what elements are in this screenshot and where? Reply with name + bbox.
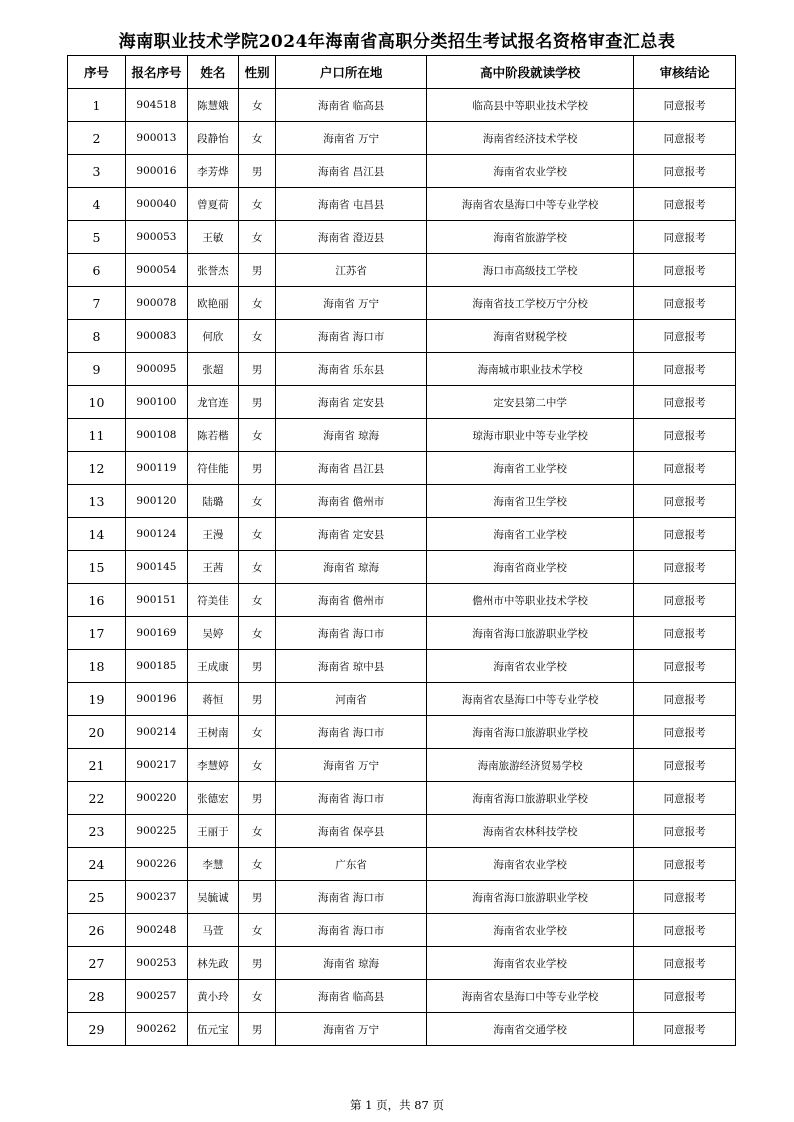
cell-reg-no: 900214 bbox=[125, 716, 187, 749]
cell-name: 陆璐 bbox=[187, 485, 238, 518]
table-row bbox=[68, 980, 736, 1013]
cell-name: 符美佳 bbox=[187, 584, 238, 617]
table-header-row bbox=[68, 56, 736, 89]
cell-gender: 女 bbox=[238, 485, 276, 518]
table-row bbox=[68, 881, 736, 914]
table-row bbox=[68, 650, 736, 683]
cell-residence: 海南省 澄迈县 bbox=[276, 221, 426, 254]
cell-school: 海南省海口旅游职业学校 bbox=[426, 716, 633, 749]
cell-residence: 海南省 万宁 bbox=[276, 749, 426, 782]
cell-gender: 女 bbox=[238, 419, 276, 452]
cell-index: 8 bbox=[68, 320, 126, 353]
cell-result: 同意报考 bbox=[634, 1013, 736, 1046]
cell-name: 符佳能 bbox=[187, 452, 238, 485]
cell-school: 海南省农业学校 bbox=[426, 650, 633, 683]
cell-index: 23 bbox=[68, 815, 126, 848]
cell-gender: 男 bbox=[238, 947, 276, 980]
cell-school: 海南省海口旅游职业学校 bbox=[426, 617, 633, 650]
cell-result: 同意报考 bbox=[634, 947, 736, 980]
cell-result: 同意报考 bbox=[634, 419, 736, 452]
cell-name: 李慧婷 bbox=[187, 749, 238, 782]
cell-name: 陈若楷 bbox=[187, 419, 238, 452]
cell-reg-no: 900083 bbox=[125, 320, 187, 353]
cell-reg-no: 900145 bbox=[125, 551, 187, 584]
cell-school: 海南省技工学校万宁分校 bbox=[426, 287, 633, 320]
cell-residence: 海南省 琼海 bbox=[276, 419, 426, 452]
cell-residence: 海南省 乐东县 bbox=[276, 353, 426, 386]
cell-gender: 男 bbox=[238, 452, 276, 485]
cell-reg-no: 900253 bbox=[125, 947, 187, 980]
cell-reg-no: 900196 bbox=[125, 683, 187, 716]
cell-index: 6 bbox=[68, 254, 126, 287]
cell-reg-no: 900054 bbox=[125, 254, 187, 287]
table-row bbox=[68, 353, 736, 386]
cell-residence: 海南省 昌江县 bbox=[276, 452, 426, 485]
cell-residence: 海南省 儋州市 bbox=[276, 584, 426, 617]
cell-result: 同意报考 bbox=[634, 320, 736, 353]
cell-reg-no: 900016 bbox=[125, 155, 187, 188]
table-row bbox=[68, 419, 736, 452]
cell-index: 29 bbox=[68, 1013, 126, 1046]
cell-result: 同意报考 bbox=[634, 386, 736, 419]
table-row bbox=[68, 518, 736, 551]
cell-name: 陈慧娥 bbox=[187, 89, 238, 122]
cell-index: 22 bbox=[68, 782, 126, 815]
cell-gender: 女 bbox=[238, 122, 276, 155]
cell-result: 同意报考 bbox=[634, 254, 736, 287]
cell-result: 同意报考 bbox=[634, 287, 736, 320]
cell-result: 同意报考 bbox=[634, 122, 736, 155]
cell-gender: 女 bbox=[238, 584, 276, 617]
cell-result: 同意报考 bbox=[634, 881, 736, 914]
cell-name: 王树南 bbox=[187, 716, 238, 749]
cell-gender: 女 bbox=[238, 320, 276, 353]
cell-residence: 河南省 bbox=[276, 683, 426, 716]
cell-reg-no: 900248 bbox=[125, 914, 187, 947]
cell-name: 王漫 bbox=[187, 518, 238, 551]
cell-reg-no: 900120 bbox=[125, 485, 187, 518]
cell-reg-no: 900124 bbox=[125, 518, 187, 551]
cell-gender: 女 bbox=[238, 848, 276, 881]
cell-residence: 海南省 海口市 bbox=[276, 716, 426, 749]
cell-index: 18 bbox=[68, 650, 126, 683]
table-row bbox=[68, 386, 736, 419]
cell-residence: 江苏省 bbox=[276, 254, 426, 287]
cell-result: 同意报考 bbox=[634, 518, 736, 551]
cell-reg-no: 900262 bbox=[125, 1013, 187, 1046]
cell-index: 12 bbox=[68, 452, 126, 485]
cell-gender: 女 bbox=[238, 749, 276, 782]
cell-index: 1 bbox=[68, 89, 126, 122]
cell-gender: 女 bbox=[238, 188, 276, 221]
cell-index: 5 bbox=[68, 221, 126, 254]
table-row bbox=[68, 947, 736, 980]
cell-school: 海南省农业学校 bbox=[426, 155, 633, 188]
cell-name: 李芳烨 bbox=[187, 155, 238, 188]
cell-index: 2 bbox=[68, 122, 126, 155]
table-body bbox=[68, 89, 736, 1046]
cell-school: 儋州市中等职业技术学校 bbox=[426, 584, 633, 617]
cell-index: 10 bbox=[68, 386, 126, 419]
cell-residence: 海南省 万宁 bbox=[276, 287, 426, 320]
header-residence: 户口所在地 bbox=[276, 56, 426, 89]
cell-name: 张超 bbox=[187, 353, 238, 386]
cell-gender: 男 bbox=[238, 254, 276, 287]
cell-school: 海南省财税学校 bbox=[426, 320, 633, 353]
cell-name: 王成康 bbox=[187, 650, 238, 683]
cell-residence: 海南省 昌江县 bbox=[276, 155, 426, 188]
cell-gender: 女 bbox=[238, 221, 276, 254]
table-row bbox=[68, 221, 736, 254]
table-row bbox=[68, 617, 736, 650]
cell-index: 19 bbox=[68, 683, 126, 716]
cell-gender: 男 bbox=[238, 881, 276, 914]
review-summary-table bbox=[67, 55, 736, 1046]
cell-result: 同意报考 bbox=[634, 485, 736, 518]
cell-reg-no: 904518 bbox=[125, 89, 187, 122]
page-title: 海南职业技术学院2024年海南省高职分类招生考试报名资格审查汇总表 bbox=[118, 32, 676, 52]
cell-index: 3 bbox=[68, 155, 126, 188]
cell-name: 蒋恒 bbox=[187, 683, 238, 716]
cell-school: 定安县第二中学 bbox=[426, 386, 633, 419]
cell-residence: 海南省 临高县 bbox=[276, 89, 426, 122]
cell-name: 张德宏 bbox=[187, 782, 238, 815]
cell-gender: 女 bbox=[238, 518, 276, 551]
cell-index: 11 bbox=[68, 419, 126, 452]
cell-school: 海南省工业学校 bbox=[426, 518, 633, 551]
table-row bbox=[68, 155, 736, 188]
cell-reg-no: 900053 bbox=[125, 221, 187, 254]
cell-school: 琼海市职业中等专业学校 bbox=[426, 419, 633, 452]
cell-name: 欧艳丽 bbox=[187, 287, 238, 320]
cell-gender: 女 bbox=[238, 716, 276, 749]
cell-school: 海南省农垦海口中等专业学校 bbox=[426, 980, 633, 1013]
cell-gender: 女 bbox=[238, 617, 276, 650]
cell-residence: 广东省 bbox=[276, 848, 426, 881]
cell-name: 龙官连 bbox=[187, 386, 238, 419]
cell-reg-no: 900095 bbox=[125, 353, 187, 386]
cell-residence: 海南省 海口市 bbox=[276, 320, 426, 353]
cell-gender: 女 bbox=[238, 89, 276, 122]
page-footer: 第 1 页，共 87 页 bbox=[349, 1098, 445, 1112]
table-row bbox=[68, 89, 736, 122]
cell-gender: 男 bbox=[238, 386, 276, 419]
cell-result: 同意报考 bbox=[634, 353, 736, 386]
cell-name: 伍元宝 bbox=[187, 1013, 238, 1046]
cell-residence: 海南省 琼中县 bbox=[276, 650, 426, 683]
cell-residence: 海南省 海口市 bbox=[276, 881, 426, 914]
cell-residence: 海南省 万宁 bbox=[276, 1013, 426, 1046]
cell-gender: 女 bbox=[238, 815, 276, 848]
cell-index: 4 bbox=[68, 188, 126, 221]
cell-residence: 海南省 保亭县 bbox=[276, 815, 426, 848]
cell-result: 同意报考 bbox=[634, 551, 736, 584]
table-row bbox=[68, 1013, 736, 1046]
cell-name: 林先政 bbox=[187, 947, 238, 980]
cell-index: 15 bbox=[68, 551, 126, 584]
cell-name: 黄小玲 bbox=[187, 980, 238, 1013]
cell-result: 同意报考 bbox=[634, 650, 736, 683]
cell-reg-no: 900013 bbox=[125, 122, 187, 155]
cell-reg-no: 900108 bbox=[125, 419, 187, 452]
table-row bbox=[68, 287, 736, 320]
cell-school: 海南省农业学校 bbox=[426, 848, 633, 881]
cell-index: 17 bbox=[68, 617, 126, 650]
cell-index: 9 bbox=[68, 353, 126, 386]
cell-reg-no: 900226 bbox=[125, 848, 187, 881]
cell-name: 王丽于 bbox=[187, 815, 238, 848]
cell-reg-no: 900220 bbox=[125, 782, 187, 815]
table-row bbox=[68, 584, 736, 617]
cell-school: 临高县中等职业技术学校 bbox=[426, 89, 633, 122]
cell-school: 海南城市职业技术学校 bbox=[426, 353, 633, 386]
cell-school: 海南省农垦海口中等专业学校 bbox=[426, 188, 633, 221]
cell-name: 张誉杰 bbox=[187, 254, 238, 287]
cell-gender: 男 bbox=[238, 650, 276, 683]
cell-index: 28 bbox=[68, 980, 126, 1013]
cell-school: 海南省旅游学校 bbox=[426, 221, 633, 254]
cell-school: 海南省海口旅游职业学校 bbox=[426, 881, 633, 914]
cell-gender: 男 bbox=[238, 353, 276, 386]
cell-name: 曾夏荷 bbox=[187, 188, 238, 221]
cell-name: 王敏 bbox=[187, 221, 238, 254]
table-row bbox=[68, 683, 736, 716]
cell-school: 海口市高级技工学校 bbox=[426, 254, 633, 287]
cell-result: 同意报考 bbox=[634, 683, 736, 716]
cell-gender: 女 bbox=[238, 914, 276, 947]
cell-name: 马萱 bbox=[187, 914, 238, 947]
header-index: 序号 bbox=[68, 56, 126, 89]
cell-index: 25 bbox=[68, 881, 126, 914]
header-reg-no: 报名序号 bbox=[125, 56, 187, 89]
cell-result: 同意报考 bbox=[634, 584, 736, 617]
cell-reg-no: 900237 bbox=[125, 881, 187, 914]
cell-reg-no: 900217 bbox=[125, 749, 187, 782]
table-row bbox=[68, 320, 736, 353]
cell-reg-no: 900040 bbox=[125, 188, 187, 221]
cell-name: 吴毓诚 bbox=[187, 881, 238, 914]
cell-index: 26 bbox=[68, 914, 126, 947]
cell-gender: 男 bbox=[238, 683, 276, 716]
cell-reg-no: 900169 bbox=[125, 617, 187, 650]
cell-residence: 海南省 海口市 bbox=[276, 914, 426, 947]
cell-index: 14 bbox=[68, 518, 126, 551]
cell-name: 李慧 bbox=[187, 848, 238, 881]
table-row bbox=[68, 749, 736, 782]
cell-index: 21 bbox=[68, 749, 126, 782]
cell-reg-no: 900185 bbox=[125, 650, 187, 683]
table-row bbox=[68, 188, 736, 221]
cell-reg-no: 900119 bbox=[125, 452, 187, 485]
header-school: 高中阶段就读学校 bbox=[426, 56, 633, 89]
cell-gender: 男 bbox=[238, 155, 276, 188]
table-row bbox=[68, 782, 736, 815]
cell-result: 同意报考 bbox=[634, 848, 736, 881]
cell-school: 海南省农业学校 bbox=[426, 914, 633, 947]
cell-reg-no: 900078 bbox=[125, 287, 187, 320]
cell-school: 海南省商业学校 bbox=[426, 551, 633, 584]
header-name: 姓名 bbox=[187, 56, 238, 89]
header-gender: 性别 bbox=[238, 56, 276, 89]
cell-name: 王茜 bbox=[187, 551, 238, 584]
cell-residence: 海南省 定安县 bbox=[276, 518, 426, 551]
cell-residence: 海南省 儋州市 bbox=[276, 485, 426, 518]
table-row bbox=[68, 551, 736, 584]
cell-name: 何欣 bbox=[187, 320, 238, 353]
cell-residence: 海南省 琼海 bbox=[276, 551, 426, 584]
cell-result: 同意报考 bbox=[634, 221, 736, 254]
cell-residence: 海南省 万宁 bbox=[276, 122, 426, 155]
cell-result: 同意报考 bbox=[634, 716, 736, 749]
cell-result: 同意报考 bbox=[634, 980, 736, 1013]
cell-reg-no: 900100 bbox=[125, 386, 187, 419]
cell-residence: 海南省 海口市 bbox=[276, 782, 426, 815]
table-row bbox=[68, 716, 736, 749]
cell-school: 海南省农垦海口中等专业学校 bbox=[426, 683, 633, 716]
cell-index: 7 bbox=[68, 287, 126, 320]
cell-residence: 海南省 屯昌县 bbox=[276, 188, 426, 221]
cell-result: 同意报考 bbox=[634, 89, 736, 122]
cell-name: 吴婷 bbox=[187, 617, 238, 650]
cell-index: 27 bbox=[68, 947, 126, 980]
header-result: 审核结论 bbox=[634, 56, 736, 89]
cell-school: 海南省农业学校 bbox=[426, 947, 633, 980]
cell-residence: 海南省 海口市 bbox=[276, 617, 426, 650]
cell-reg-no: 900151 bbox=[125, 584, 187, 617]
cell-school: 海南省卫生学校 bbox=[426, 485, 633, 518]
cell-reg-no: 900257 bbox=[125, 980, 187, 1013]
table-row bbox=[68, 452, 736, 485]
cell-index: 16 bbox=[68, 584, 126, 617]
cell-gender: 男 bbox=[238, 1013, 276, 1046]
table-row bbox=[68, 122, 736, 155]
cell-gender: 女 bbox=[238, 551, 276, 584]
table-row bbox=[68, 848, 736, 881]
cell-residence: 海南省 临高县 bbox=[276, 980, 426, 1013]
cell-name: 段静怡 bbox=[187, 122, 238, 155]
cell-result: 同意报考 bbox=[634, 815, 736, 848]
cell-residence: 海南省 定安县 bbox=[276, 386, 426, 419]
cell-school: 海南省工业学校 bbox=[426, 452, 633, 485]
cell-index: 20 bbox=[68, 716, 126, 749]
table-row bbox=[68, 914, 736, 947]
cell-result: 同意报考 bbox=[634, 914, 736, 947]
cell-gender: 女 bbox=[238, 980, 276, 1013]
cell-school: 海南省农林科技学校 bbox=[426, 815, 633, 848]
cell-result: 同意报考 bbox=[634, 782, 736, 815]
cell-school: 海南旅游经济贸易学校 bbox=[426, 749, 633, 782]
table-row bbox=[68, 815, 736, 848]
cell-result: 同意报考 bbox=[634, 617, 736, 650]
cell-result: 同意报考 bbox=[634, 452, 736, 485]
cell-gender: 女 bbox=[238, 287, 276, 320]
cell-residence: 海南省 琼海 bbox=[276, 947, 426, 980]
table-row bbox=[68, 254, 736, 287]
table-row bbox=[68, 485, 736, 518]
cell-school: 海南省海口旅游职业学校 bbox=[426, 782, 633, 815]
cell-index: 24 bbox=[68, 848, 126, 881]
cell-result: 同意报考 bbox=[634, 188, 736, 221]
cell-school: 海南省经济技术学校 bbox=[426, 122, 633, 155]
cell-result: 同意报考 bbox=[634, 155, 736, 188]
cell-school: 海南省交通学校 bbox=[426, 1013, 633, 1046]
cell-gender: 男 bbox=[238, 782, 276, 815]
cell-index: 13 bbox=[68, 485, 126, 518]
cell-reg-no: 900225 bbox=[125, 815, 187, 848]
cell-result: 同意报考 bbox=[634, 749, 736, 782]
